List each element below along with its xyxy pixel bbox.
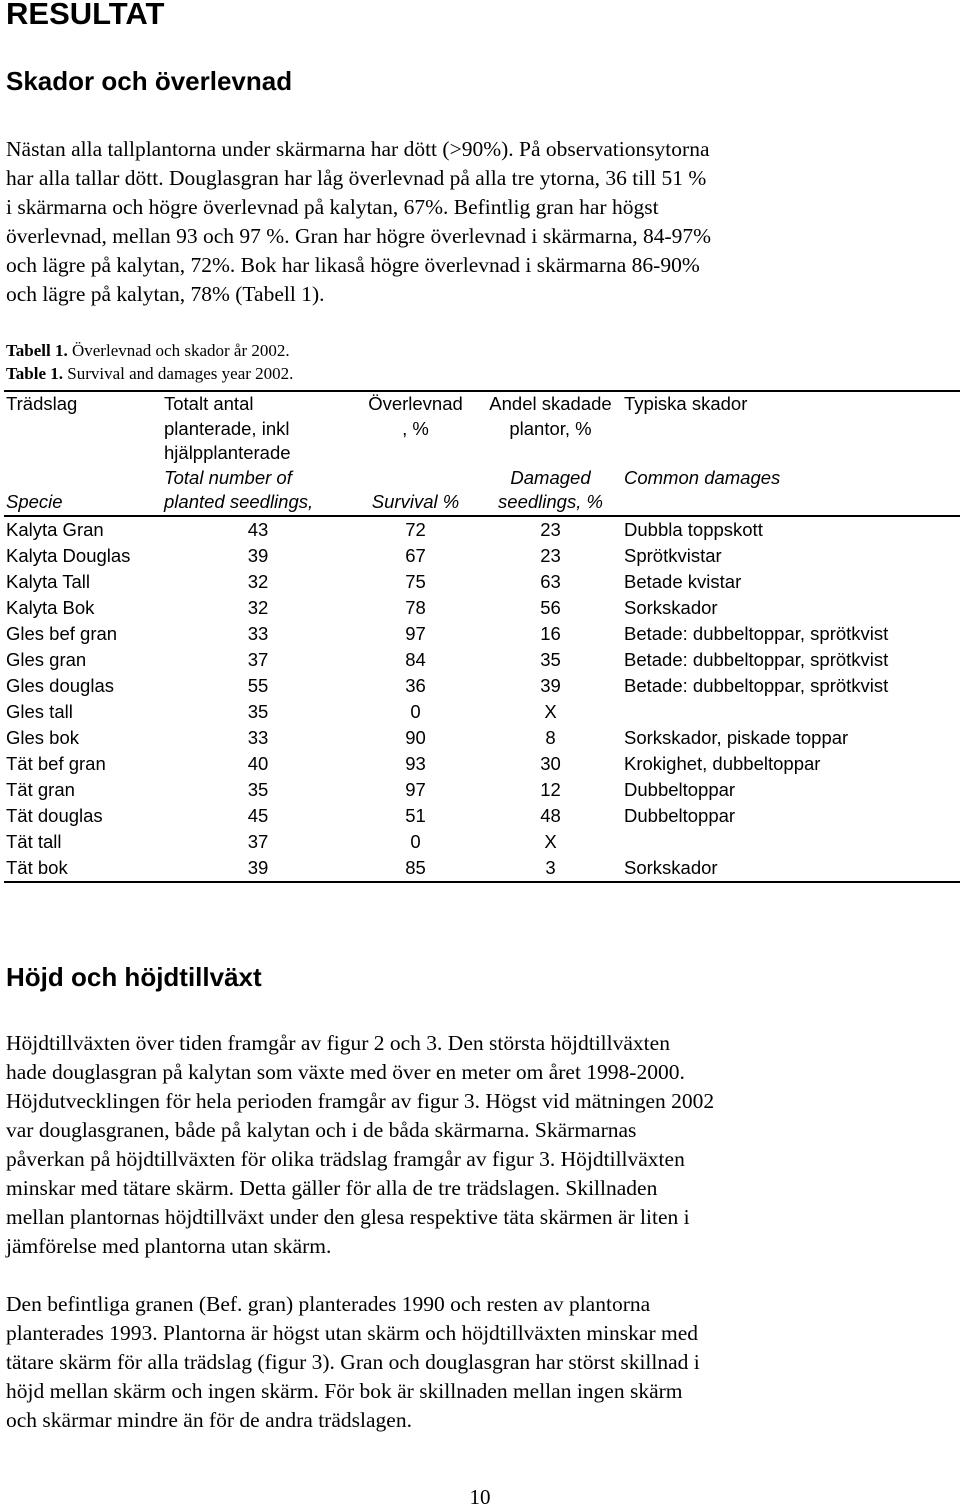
cell-species: Tät gran: [6, 778, 75, 800]
cell-total-planted: 32: [247, 570, 269, 592]
cell-total-planted: 55: [247, 674, 269, 696]
cell-typical-damages: Dubbeltoppar: [624, 804, 736, 826]
cell-total-planted: 33: [247, 726, 269, 748]
paragraph-line: höjd mellan skärm och ingen skärm. För bok är skillnaden mellan ingen skärm: [6, 1379, 683, 1403]
paragraph-line: hade douglasgran på kalytan som växte med över en meter om året 1998-2000.: [6, 1060, 685, 1084]
header-typical-damages: Typiska skador: [624, 393, 748, 414]
paragraph-line: var douglasgranen, både på kalytan och i de båda skärmarna. Skärmarnas: [6, 1118, 637, 1142]
table-row: [4, 647, 960, 673]
cell-typical-damages: Sorkskador: [624, 856, 718, 878]
cell-typical-damages: Betade kvistar: [624, 570, 742, 592]
cell-species: Kalyta Douglas: [6, 544, 131, 566]
cell-species: Gles bef gran: [6, 622, 118, 644]
cell-survival: 93: [405, 752, 426, 774]
cell-species: Gles gran: [6, 648, 87, 670]
paragraph-line: Höjdtillväxten över tiden framgår av figur 2 och 3. Den största höjdtillväxten: [6, 1031, 670, 1055]
cell-species: Kalyta Gran: [6, 518, 104, 540]
caption-label: Table 1.: [6, 364, 64, 383]
cell-total-planted: 35: [247, 700, 269, 722]
header-species: Trädslag: [6, 393, 78, 414]
cell-species: Kalyta Tall: [6, 570, 90, 592]
cell-species: Tät bok: [6, 856, 68, 878]
section-title-damages-survival: Skador och överlevnad: [6, 66, 293, 96]
cell-survival: 78: [405, 596, 426, 618]
cell-damaged: 8: [545, 726, 556, 748]
page-heading: RESULTAT: [6, 0, 165, 31]
caption-text: Survival and damages year 2002.: [63, 364, 294, 383]
cell-survival: 0: [410, 700, 421, 722]
cell-survival: 84: [405, 648, 426, 670]
survival-damages-table: [4, 390, 960, 883]
cell-damaged: 16: [540, 622, 561, 644]
cell-total-planted: 37: [247, 830, 269, 852]
cell-damaged: 23: [540, 518, 561, 540]
paragraph-line: mellan plantornas höjdtillväxt under den glesa respektive täta skärmen är liten i: [6, 1205, 690, 1229]
table-header-row-english: [4, 466, 960, 516]
paragraph-line: har alla tallar dött. Douglasgran har låg överlevnad på alla tre ytorna, 36 till 51 %: [6, 166, 707, 190]
cell-damaged: 35: [540, 648, 561, 670]
cell-damaged: 56: [540, 596, 561, 618]
table-row: [4, 673, 960, 699]
cell-total-planted: 40: [247, 752, 269, 774]
paragraph-line: och lägre på kalytan, 72%. Bok har likaså högre överlevnad i skärmarna 86-90%: [6, 253, 700, 277]
cell-species: Gles tall: [6, 700, 73, 722]
paragraph-line: tätare skärm för alla trädslag (figur 3). Gran och douglasgran har störst skillnad i: [6, 1350, 700, 1374]
cell-typical-damages: Krokighet, dubbeltoppar: [624, 752, 821, 774]
table-row: [4, 595, 960, 621]
cell-survival: 90: [405, 726, 426, 748]
cell-survival: 72: [405, 518, 426, 540]
cell-damaged: 63: [540, 570, 561, 592]
cell-species: Gles bok: [6, 726, 80, 748]
header-total-planted: Totalt antal planterade, inkl hjälpplanterade: [164, 393, 291, 463]
cell-damaged: 3: [545, 856, 556, 878]
table-row: [4, 751, 960, 777]
cell-damaged: X: [544, 700, 557, 722]
section1-paragraph: [6, 135, 956, 309]
table-row: [4, 725, 960, 751]
cell-damaged: 12: [540, 778, 561, 800]
cell-total-planted: 32: [247, 596, 269, 618]
cell-survival: 0: [410, 830, 421, 852]
cell-species: Tät bef gran: [6, 752, 106, 774]
paragraph-line: och skärmar mindre än för de andra trädslagen.: [6, 1408, 412, 1432]
cell-species: Gles douglas: [6, 674, 114, 696]
cell-typical-damages: [622, 829, 960, 855]
header-species-en: Specie: [6, 491, 63, 512]
cell-survival: 36: [405, 674, 426, 696]
cell-typical-damages: [622, 699, 960, 725]
cell-typical-damages: Sorkskador: [624, 596, 718, 618]
cell-typical-damages: Dubbeltoppar: [624, 778, 736, 800]
paragraph-line: Den befintliga granen (Bef. gran) planterades 1990 och resten av plantorna: [6, 1292, 651, 1316]
cell-survival: 67: [405, 544, 426, 566]
paragraph-line: påverkan på höjdtillväxten för olika trädslag framgår av figur 3. Höjdtillväxten: [6, 1147, 685, 1171]
paragraph-line: överlevnad, mellan 93 och 97 %. Gran har högre överlevnad i skärmarna, 84-97%: [6, 224, 712, 248]
cell-damaged: X: [544, 830, 557, 852]
table-row: [4, 829, 960, 855]
paragraph-line: Nästan alla tallplantorna under skärmarna har dött (>90%). På observationsytorna: [6, 137, 710, 161]
header-survival-en: Survival %: [371, 491, 460, 512]
header-damaged-share: Andel skadade plantor, %: [489, 393, 612, 439]
table-row: [4, 803, 960, 829]
paragraph-line: jämförelse med plantorna utan skärm.: [6, 1234, 332, 1258]
header-damaged-en: Damaged seedlings, %: [498, 466, 603, 512]
header-total-planted-en: Total number of planted seedlings,: [164, 466, 314, 512]
cell-damaged: 39: [540, 674, 561, 696]
table-row: [4, 569, 960, 595]
table-row: [4, 777, 960, 803]
cell-total-planted: 37: [247, 648, 269, 670]
cell-damaged: 48: [540, 804, 561, 826]
cell-survival: 97: [405, 622, 426, 644]
table-caption-english: [6, 362, 293, 385]
cell-total-planted: 35: [247, 778, 269, 800]
cell-species: Tät tall: [6, 830, 62, 852]
caption-label: Tabell 1.: [6, 341, 68, 360]
cell-typical-damages: Dubbla toppskott: [624, 518, 763, 540]
paragraph-line: i skärmarna och högre överlevnad på kalytan, 67%. Befintlig gran har högst: [6, 195, 659, 219]
table-row: [4, 855, 960, 882]
cell-typical-damages: Betade: dubbeltoppar, sprötkvist: [624, 622, 889, 644]
cell-total-planted: 45: [247, 804, 269, 826]
section2-paragraph-2: [6, 1290, 956, 1435]
section2-paragraph-1: [6, 1029, 956, 1261]
table-row: [4, 621, 960, 647]
paragraph-line: planterades 1993. Plantorna är högst utan skärm och höjdtillväxten minskar med: [6, 1321, 699, 1345]
header-survival: Överlevnad , %: [368, 393, 463, 439]
cell-survival: 75: [405, 570, 426, 592]
cell-typical-damages: Betade: dubbeltoppar, sprötkvist: [624, 648, 889, 670]
cell-typical-damages: Sprötkvistar: [624, 544, 722, 566]
page-number: 10: [469, 1485, 491, 1509]
cell-total-planted: 43: [247, 518, 269, 540]
header-common-damages-en: Common damages: [624, 466, 781, 488]
cell-survival: 97: [405, 778, 426, 800]
table-row: [4, 543, 960, 569]
table-header-row-swedish: [4, 391, 960, 466]
paragraph-line: Höjdutvecklingen för hela perioden framgår av figur 3. Högst vid mätningen 2002: [6, 1089, 715, 1113]
cell-damaged: 30: [540, 752, 561, 774]
cell-total-planted: 39: [247, 856, 269, 878]
table-row: [4, 699, 960, 725]
paragraph-line: minskar med tätare skärm. Detta gäller för alla de tre trädslagen. Skillnaden: [6, 1176, 658, 1200]
cell-typical-damages: Betade: dubbeltoppar, sprötkvist: [624, 674, 889, 696]
cell-survival: 85: [405, 856, 426, 878]
section-title-height-growth: Höjd och höjdtillväxt: [6, 962, 262, 992]
cell-total-planted: 39: [247, 544, 269, 566]
cell-species: Kalyta Bok: [6, 596, 95, 618]
cell-typical-damages: Sorkskador, piskade toppar: [624, 726, 849, 748]
table-row: [4, 516, 960, 543]
caption-text: Överlevnad och skador år 2002.: [67, 341, 290, 360]
cell-total-planted: 33: [247, 622, 269, 644]
cell-damaged: 23: [540, 544, 561, 566]
cell-species: Tät douglas: [6, 804, 103, 826]
table-caption-swedish: [6, 339, 290, 362]
cell-survival: 51: [405, 804, 426, 826]
paragraph-line: och lägre på kalytan, 78% (Tabell 1).: [6, 282, 325, 306]
